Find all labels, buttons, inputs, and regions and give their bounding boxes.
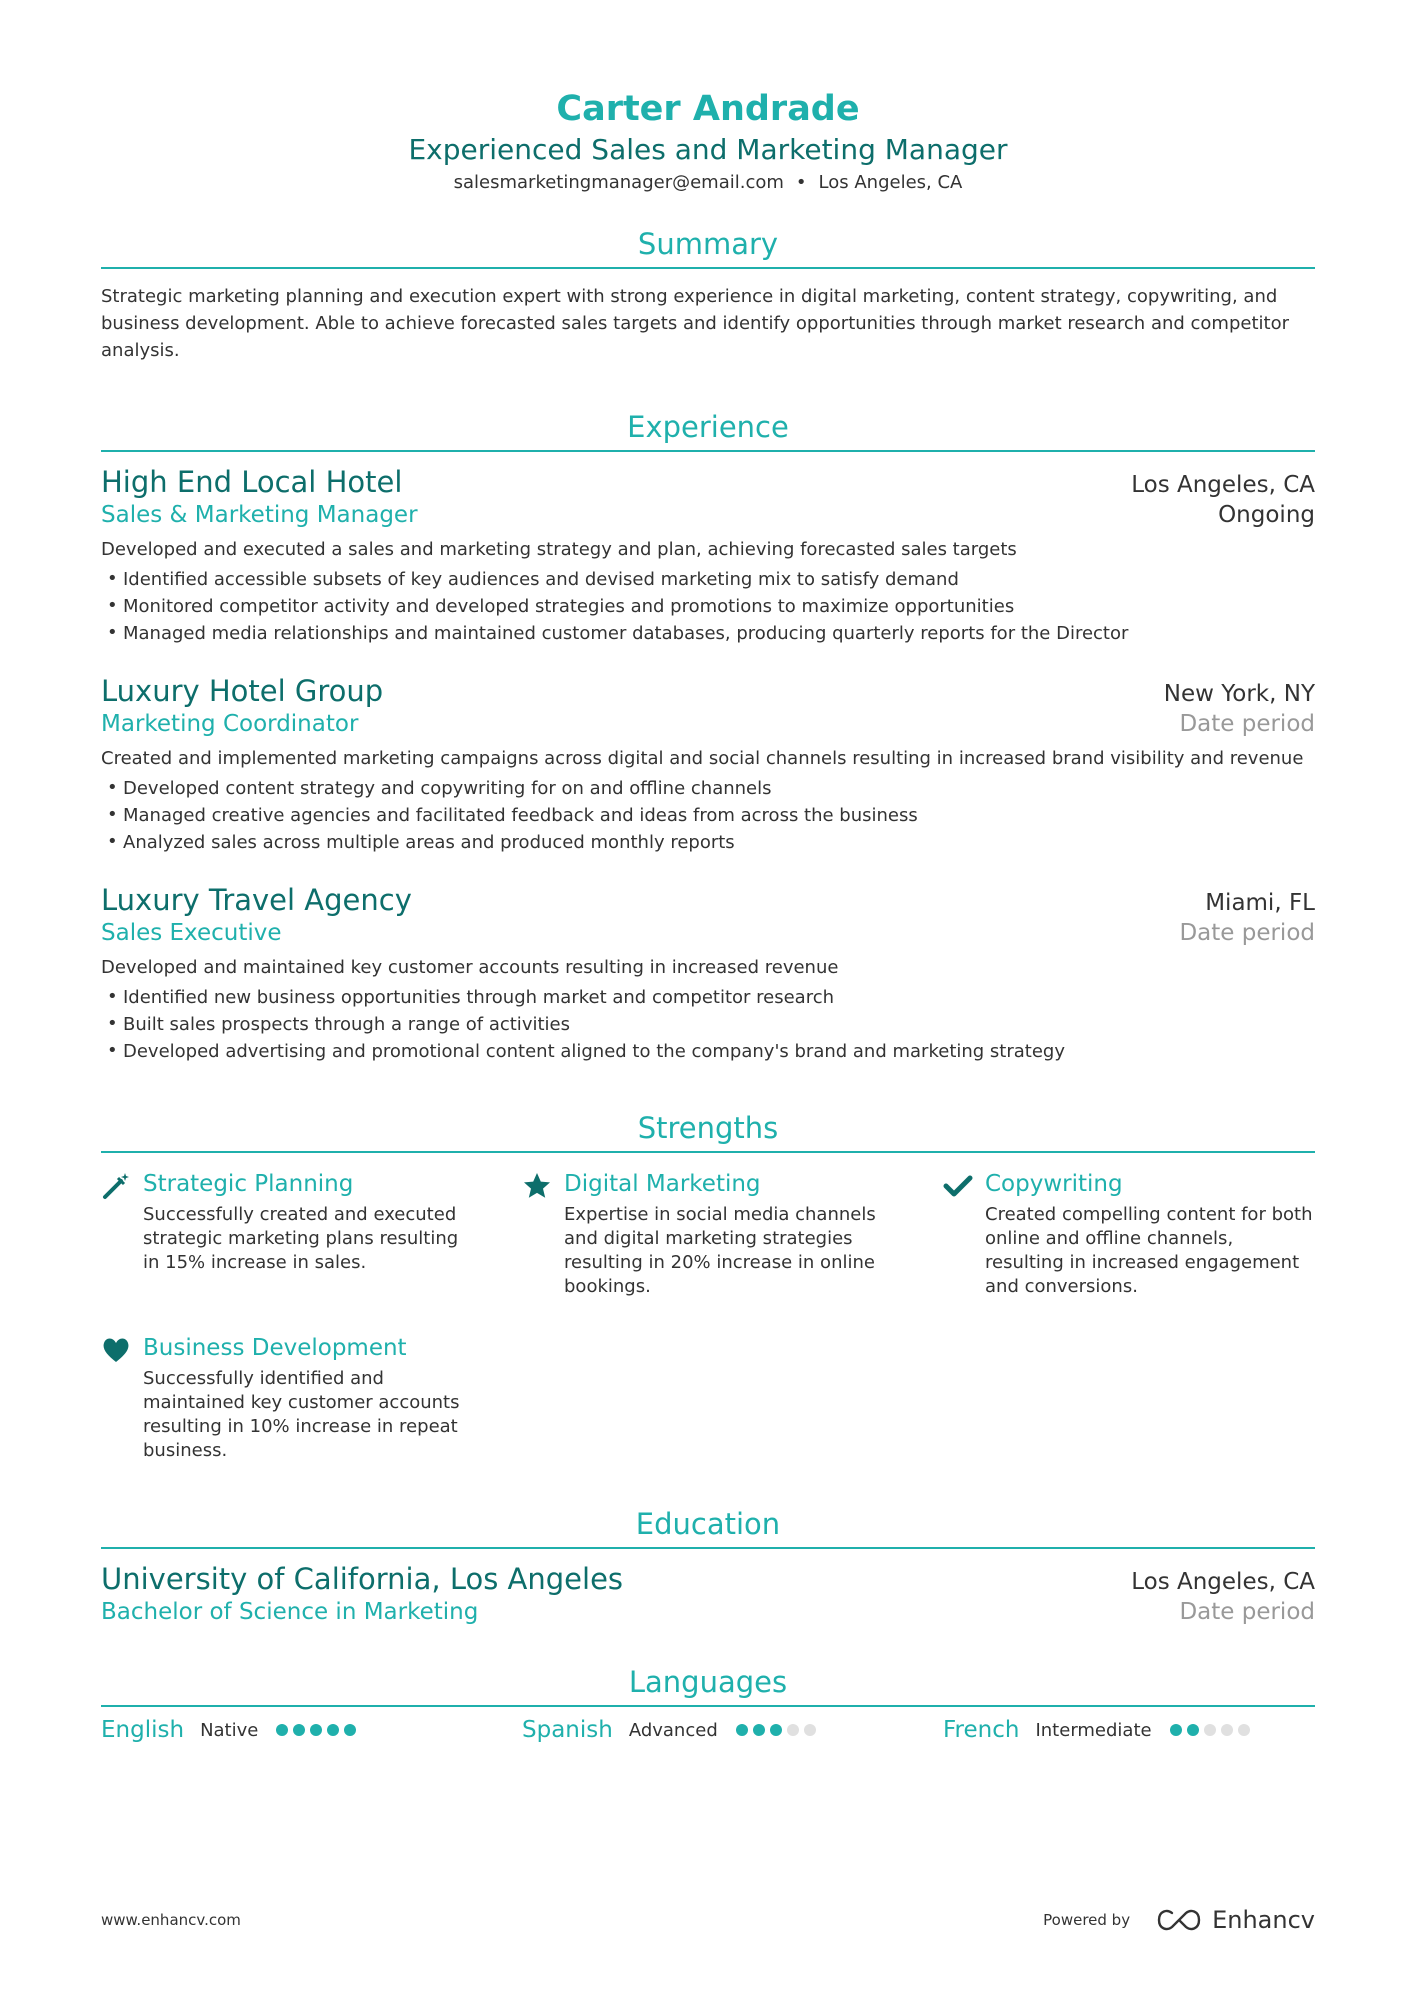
contact-location: Los Angeles, CA	[818, 172, 963, 193]
job-bullet: • Identified new business opportunities through market and competitor research	[101, 984, 1315, 1011]
strength-description: Created compelling content for both online and offline channels, resulting in increased engagement and conversions.	[985, 1204, 1313, 1297]
job-company: Luxury Hotel Group	[101, 674, 384, 708]
strengths-heading: Strengths	[101, 1109, 1315, 1153]
strength-description: Successfully identified and maintained key customer accounts resulting in 10% increase in repeat business.	[143, 1368, 460, 1461]
languages-heading: Languages	[101, 1663, 1315, 1707]
job-description: Created and implemented marketing campaigns across digital and social channels resulting in increased brand visibility and revenue	[101, 748, 1304, 769]
rating-dot-empty	[1221, 1724, 1233, 1736]
language-rating	[276, 1724, 361, 1736]
rating-dot-filled	[344, 1724, 356, 1736]
powered-by-label: Powered by	[1043, 1911, 1131, 1929]
job-bullets	[101, 984, 1315, 1065]
education-degree: Bachelor of Science in Marketing	[101, 1599, 479, 1625]
rating-dot-filled	[310, 1724, 322, 1736]
education-entry	[101, 1561, 1315, 1627]
rating-dot-filled	[1187, 1724, 1199, 1736]
job-description: Developed and executed a sales and marketing strategy and plan, achieving forecasted sales targets	[101, 539, 1017, 560]
rating-dot-empty	[787, 1724, 799, 1736]
job-date: Date period	[1179, 920, 1315, 946]
job-bullet: • Managed creative agencies and facilitated feedback and ideas from across the business	[101, 802, 1315, 829]
rating-dot-filled	[293, 1724, 305, 1736]
footer-powered-by	[1043, 1906, 1315, 1934]
job-entry	[101, 464, 1315, 647]
rating-dot-filled	[276, 1724, 288, 1736]
language-level: Native	[200, 1719, 259, 1741]
strength-item	[943, 1169, 1315, 1299]
checkmark-icon	[943, 1171, 973, 1201]
experience-section	[101, 408, 1315, 1065]
job-company: High End Local Hotel	[101, 465, 403, 499]
candidate-name: Carter Andrade	[556, 89, 860, 129]
job-bullet: • Developed advertising and promotional content aligned to the company's brand and marketing strategy	[101, 1038, 1315, 1065]
rating-dot-empty	[804, 1724, 816, 1736]
strengths-section	[101, 1109, 1315, 1463]
job-role: Marketing Coordinator	[101, 711, 359, 737]
summary-section	[101, 225, 1315, 364]
rating-dot-filled	[327, 1724, 339, 1736]
job-bullet: • Monitored competitor activity and developed strategies and promotions to maximize opportunities	[101, 593, 1315, 620]
language-rating	[1170, 1724, 1255, 1736]
resume-page	[101, 0, 1315, 1743]
job-bullet: • Identified accessible subsets of key audiences and devised marketing mix to satisfy demand	[101, 566, 1315, 593]
strength-item	[101, 1333, 522, 1463]
education-school: University of California, Los Angeles	[101, 1562, 624, 1596]
job-company: Luxury Travel Agency	[101, 883, 412, 917]
job-date: Ongoing	[1218, 502, 1315, 528]
job-location: New York, NY	[1163, 681, 1315, 707]
strength-title: Copywriting	[985, 1171, 1123, 1197]
job-bullets	[101, 566, 1315, 647]
contact-email[interactable]: salesmarketingmanager@email.com	[453, 172, 784, 193]
star-icon	[522, 1171, 552, 1201]
strength-item	[101, 1169, 522, 1299]
language-name: French	[943, 1717, 1020, 1743]
language-rating	[736, 1724, 821, 1736]
job-entry	[101, 673, 1315, 856]
experience-heading: Experience	[101, 408, 1315, 452]
candidate-title: Experienced Sales and Marketing Manager	[408, 133, 1008, 166]
page-footer	[101, 1906, 1315, 1934]
languages-section	[101, 1663, 1315, 1743]
job-bullets	[101, 775, 1315, 856]
job-role: Sales Executive	[101, 920, 282, 946]
job-role: Sales & Marketing Manager	[101, 502, 418, 528]
language-item	[943, 1717, 1315, 1743]
strength-title: Strategic Planning	[143, 1171, 354, 1197]
rating-dot-filled	[753, 1724, 765, 1736]
heart-icon	[101, 1335, 131, 1365]
language-name: English	[101, 1717, 185, 1743]
language-name: Spanish	[522, 1717, 613, 1743]
contact-line	[101, 170, 1315, 196]
education-section	[101, 1505, 1315, 1627]
strength-description: Expertise in social media channels and digital marketing strategies resulting in 20% increase in online bookings.	[564, 1204, 876, 1297]
language-level: Advanced	[628, 1719, 718, 1741]
language-item	[522, 1717, 943, 1743]
rating-dot-filled	[736, 1724, 748, 1736]
job-entry	[101, 882, 1315, 1065]
job-bullet: • Built sales prospects through a range of activities	[101, 1011, 1315, 1038]
strength-description: Successfully created and executed strategic marketing plans resulting in 15% increase in sales.	[143, 1204, 459, 1273]
job-bullet: • Analyzed sales across multiple areas and produced monthly reports	[101, 829, 1315, 856]
education-date: Date period	[1179, 1599, 1315, 1625]
strength-title: Digital Marketing	[564, 1171, 761, 1197]
resume-header	[101, 0, 1315, 196]
rating-dot-filled	[1170, 1724, 1182, 1736]
job-location: Los Angeles, CA	[1131, 472, 1315, 498]
rating-dot-empty	[1204, 1724, 1216, 1736]
job-location: Miami, FL	[1205, 890, 1315, 916]
footer-website-link[interactable]: www.enhancv.com	[101, 1911, 241, 1929]
brand-name: Enhancv	[1212, 1906, 1315, 1934]
strength-title: Business Development	[143, 1335, 407, 1361]
education-location: Los Angeles, CA	[1131, 1569, 1315, 1595]
summary-text: Strategic marketing planning and execution expert with strong experience in digital marketing, content strategy, copywriting, and business development. Able to achieve forecasted sales targets and identify opportunities through market research and competitor analysis.	[101, 286, 1289, 361]
language-level: Intermediate	[1035, 1719, 1152, 1741]
job-description: Developed and maintained key customer accounts resulting in increased revenue	[101, 957, 839, 978]
summary-heading: Summary	[101, 225, 1315, 269]
education-heading: Education	[101, 1505, 1315, 1549]
strength-item	[522, 1169, 943, 1299]
rating-dot-filled	[770, 1724, 782, 1736]
rating-dot-empty	[1238, 1724, 1250, 1736]
enhancv-logo-icon	[1156, 1908, 1202, 1932]
job-bullet: • Managed media relationships and maintained customer databases, producing quarterly reports for the Director	[101, 620, 1315, 647]
magic-wand-icon	[101, 1171, 131, 1201]
job-date: Date period	[1179, 711, 1315, 737]
contact-separator: •	[795, 172, 807, 193]
job-bullet: • Developed content strategy and copywriting for on and offline channels	[101, 775, 1315, 802]
language-item	[101, 1717, 522, 1743]
